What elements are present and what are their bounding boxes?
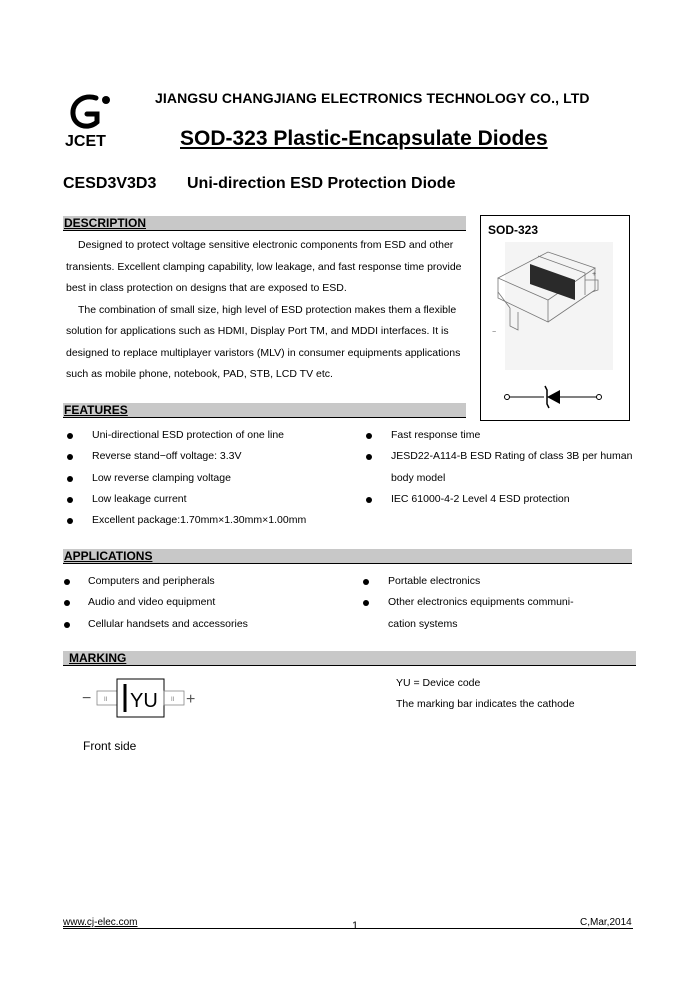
bullet-icon <box>67 454 73 460</box>
description-line: The combination of small size, high level of ESD protection makes them a flexible <box>78 303 457 316</box>
list-item-continuation: cation systems <box>388 617 458 630</box>
marking-code: YU <box>130 690 158 712</box>
description-line: Designed to protect voltage sensitive electronic components from ESD and other <box>78 239 454 251</box>
list-item: Fast response time <box>366 429 646 450</box>
list-item: Low reverse clamping voltage <box>67 472 357 493</box>
diode-symbol <box>505 386 602 408</box>
marking-legend-bar: The marking bar indicates the cathode <box>396 698 575 710</box>
revision-date: C,Mar,2014 <box>580 917 632 928</box>
list-item: Other electronics equipments communi- <box>363 596 643 617</box>
package-drawing <box>490 240 615 415</box>
list-item: Uni-directional ESD protection of one line <box>67 429 357 450</box>
applications-right-list <box>363 575 643 639</box>
bullet-icon <box>366 454 372 460</box>
bullet-icon <box>64 622 70 628</box>
list-item: Excellent package:1.70mm×1.30mm×1.00mm <box>67 514 357 535</box>
features-header <box>63 403 466 418</box>
applications-heading: APPLICATIONS <box>64 549 153 563</box>
bullet-icon <box>67 518 73 524</box>
document-title: SOD-323 Plastic-Encapsulate Diodes <box>180 127 548 150</box>
company-logo <box>66 92 116 134</box>
bullet-icon <box>67 433 73 439</box>
part-number: CESD3V3D3 <box>63 175 157 192</box>
description-header <box>63 216 466 231</box>
description-line: such as mobile phone, notebook, PAD, STB, LCD TV etc. <box>66 368 333 380</box>
bullet-icon <box>67 476 73 482</box>
description-line: designed to replace multiplayer varistors (MLV) in consumer equipments applications <box>66 346 461 359</box>
svg-text:II: II <box>171 697 175 703</box>
marking-heading: MARKING <box>69 651 127 665</box>
bullet-icon <box>64 600 70 606</box>
list-item-continuation: body model <box>391 471 446 484</box>
list-item: Reverse stand−off voltage: 3.3V <box>67 450 357 471</box>
bullet-icon <box>67 497 73 503</box>
bullet-icon <box>363 579 369 585</box>
list-item: Portable electronics <box>363 575 643 596</box>
features-left-list <box>67 429 357 535</box>
part-description: Uni-direction ESD Protection Diode <box>187 175 456 192</box>
svg-text:−: − <box>492 329 497 336</box>
svg-text:II: II <box>104 697 108 703</box>
description-line: transients. Excellent clamping capability, low leakage, and fast response time provide <box>66 260 462 273</box>
bullet-icon <box>366 497 372 503</box>
cathode-sign: − <box>82 690 92 707</box>
list-item: Cellular handsets and accessories <box>64 618 354 639</box>
applications-header <box>63 549 632 564</box>
applications-left-list <box>64 575 354 639</box>
bullet-icon <box>366 433 372 439</box>
package-label: SOD-323 <box>488 223 539 237</box>
page-number: 1 <box>352 920 359 932</box>
description-line: solution for applications such as HDMI, Display Port TM, and MDDI interfaces. It is <box>66 325 449 337</box>
features-heading: FEATURES <box>64 403 128 417</box>
marking-header <box>63 651 636 666</box>
anode-sign: + <box>186 691 196 708</box>
list-item: Computers and peripherals <box>64 575 354 596</box>
features-right-list <box>366 429 646 514</box>
description-text <box>66 235 476 386</box>
list-item: Audio and video equipment <box>64 596 354 617</box>
marking-diagram <box>80 676 205 720</box>
footer-divider <box>63 928 633 929</box>
list-item: JESD22-A114-B ESD Rating of class 3B per human <box>366 450 646 471</box>
description-line: best in class protection on designs that are exposed to ESD. <box>66 282 347 294</box>
footer-url[interactable]: www.cj-elec.com <box>63 917 138 928</box>
company-name: JIANGSU CHANGJIANG ELECTRONICS TECHNOLOGY CO., LTD <box>155 90 590 106</box>
marking-legend-code: YU = Device code <box>396 677 481 689</box>
list-item: Low leakage current <box>67 493 357 514</box>
description-heading: DESCRIPTION <box>64 216 147 230</box>
bullet-icon <box>363 600 369 606</box>
front-side-label: Front side <box>83 739 137 753</box>
bullet-icon <box>64 579 70 585</box>
package-pin-mark: + <box>592 271 597 278</box>
list-item: IEC 61000-4-2 Level 4 ESD protection <box>366 493 646 514</box>
logo-text: JCET <box>65 133 106 150</box>
